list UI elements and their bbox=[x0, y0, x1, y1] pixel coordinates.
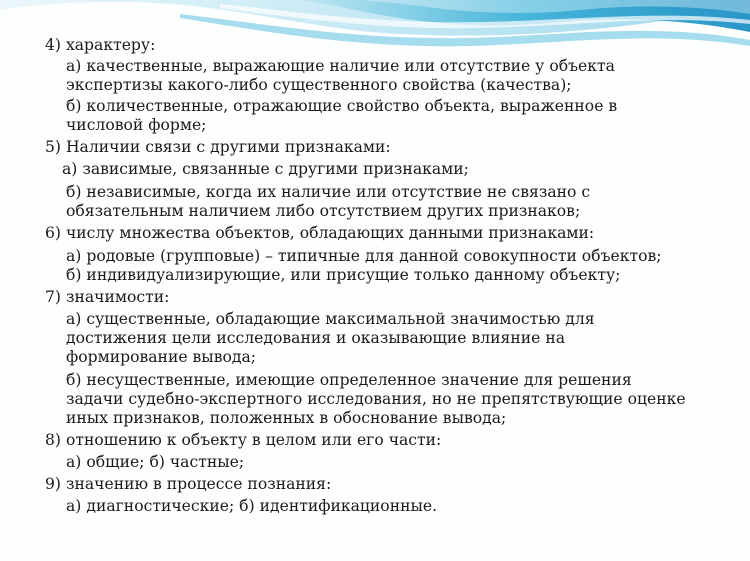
list-item-header: 6) числу множества объектов, обладающих данными признаками: bbox=[45, 224, 595, 242]
list-item-header: 4) характеру: bbox=[45, 36, 156, 54]
list-item: а) зависимые, связанные с другими признаками; bbox=[62, 160, 469, 178]
list-item: экспертизы какого-либо существенного свойства (качества); bbox=[66, 76, 572, 94]
list-item: достижения цели исследования и оказывающие влияние на bbox=[66, 329, 566, 347]
list-item: а) диагностические; б) идентификационные. bbox=[66, 497, 438, 515]
list-item: б) индивидуализирующие, или присущие только данному объекту; bbox=[66, 266, 621, 284]
list-item-header: 5) Наличии связи с другими признаками: bbox=[45, 138, 391, 156]
list-item: а) качественные, выражающие наличие или отсутствие у объекта bbox=[66, 57, 615, 75]
list-item: а) общие; б) частные; bbox=[66, 453, 245, 471]
list-item-header: 9) значению в процессе познания: bbox=[45, 475, 332, 493]
list-item-header: 8) отношению к объекту в целом или его части: bbox=[45, 431, 442, 449]
list-item: задачи судебно-экспертного исследования, но не препятствующие оценке bbox=[66, 390, 686, 408]
list-item: обязательным наличием либо отсутствием других признаков; bbox=[66, 202, 581, 220]
list-item-header: 7) значимости: bbox=[45, 288, 170, 306]
list-item: б) независимые, когда их наличие или отсутствие не связано с bbox=[66, 183, 591, 201]
list-item: б) количественные, отражающие свойство объекта, выраженное в bbox=[66, 97, 618, 115]
list-item: формирование вывода; bbox=[66, 348, 257, 366]
list-item: а) существенные, обладающие максимальной значимостью для bbox=[66, 310, 595, 328]
list-item: иных признаков, положенных в обоснование вывода; bbox=[66, 409, 507, 427]
list-item: а) родовые (групповые) – типичные для данной совокупности объектов; bbox=[66, 247, 662, 265]
list-item: б) несущественные, имеющие определенное значение для решения bbox=[66, 371, 632, 389]
list-item: числовой форме; bbox=[66, 116, 207, 134]
